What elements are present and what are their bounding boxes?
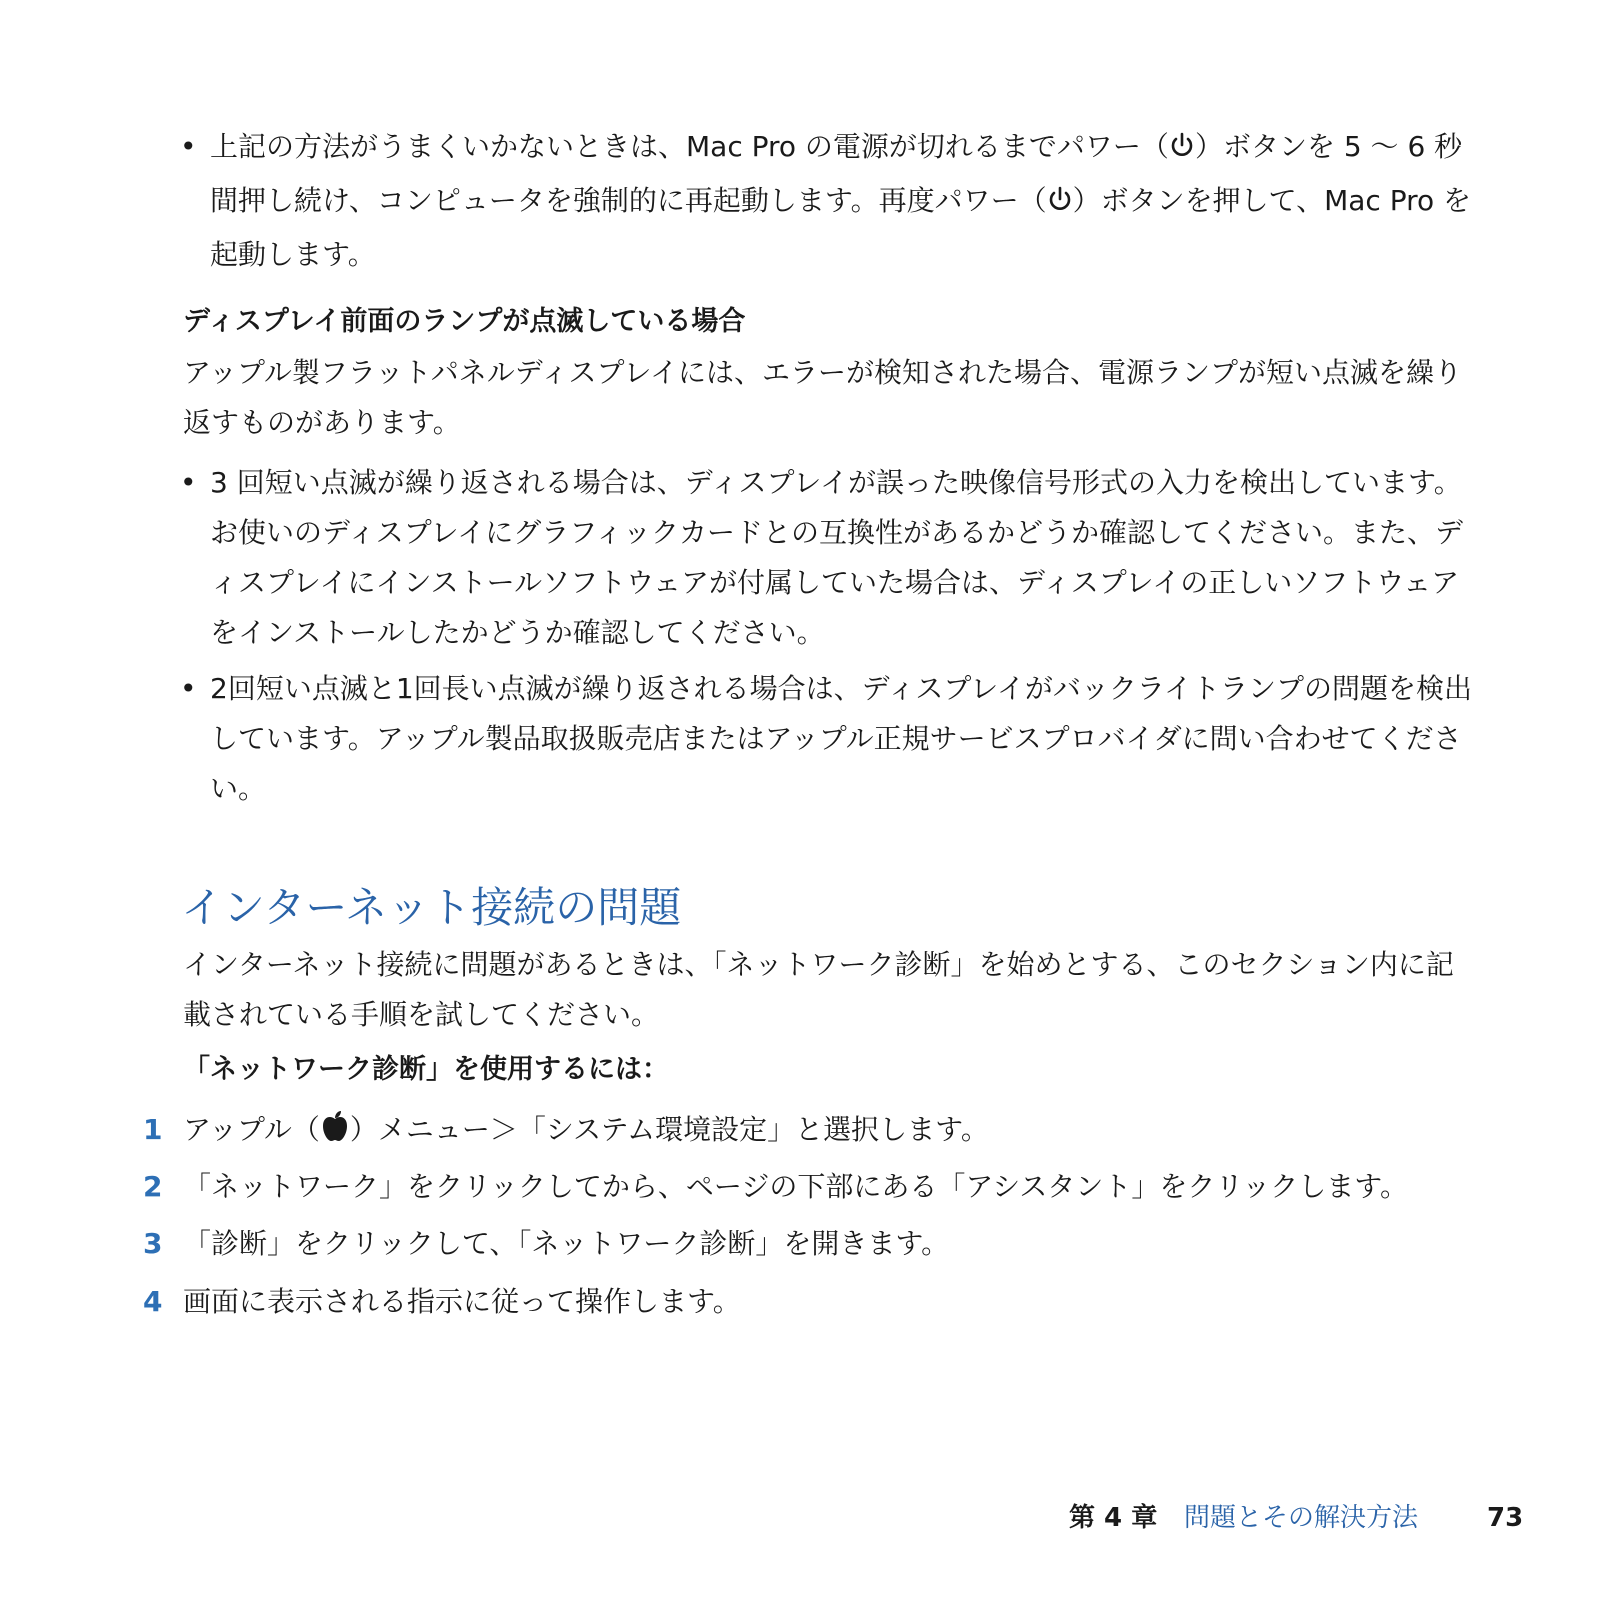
power-icon [1169,126,1195,176]
step-text: 「診断」をクリックして、「ネットワーク診断」を開きます。 [183,1227,950,1260]
bullet-text-part-3: ）ボタンを押して、Mac Pro を起動します。 [210,184,1472,271]
bullet-text: 2回短い点滅と1回長い点滅が繰り返される場合は、ディスプレイがバックライトランプの問題を検出しています。アップル製品取扱販売店またはアップル正規サービスプロバイダに問い合わせてください。 [210,672,1473,805]
footer-chapter: 第 4 章 [1069,1503,1158,1533]
bullet-two-short-one-long [180,664,1473,814]
step-number: 4 [143,1285,163,1318]
bullet-dot: • [180,672,197,705]
network-diagnostics-subhead: 「ネットワーク診断」を使用するには： [183,1054,669,1085]
step-number: 1 [143,1113,163,1146]
section-title-internet: インターネット接続の問題 [181,883,682,932]
apple-logo-icon [320,1109,350,1156]
page-number: 73 [1487,1503,1524,1533]
step-number: 2 [143,1170,163,1203]
bullet-dot: • [180,466,197,499]
bullet-text-part-1: 上記の方法がうまくいかないときは、Mac Pro の電源が切れるまでパワー（ [210,130,1169,163]
step-text [183,1108,989,1156]
step-number: 3 [143,1227,163,1260]
bullet-dot: • [180,130,197,163]
step-text-before: アップル（ [183,1113,320,1146]
power-icon [1047,180,1073,230]
bullet-three-blinks [180,458,1473,658]
internet-intro: インターネット接続に問題があるときは、「ネットワーク診断」を始めとする、このセクション内に記載されている手順を試してください。 [183,948,1454,1031]
display-lamp-heading: ディスプレイ前面のランプが点滅している場合 [183,306,746,337]
display-lamp-intro: アップル製フラットパネルディスプレイには、エラーが検知された場合、電源ランプが短い点滅を繰り返すものがあります。 [183,356,1463,439]
bullet-text: 3 回短い点滅が繰り返される場合は、ディスプレイが誤った映像信号形式の入力を検出しています。お使いのディスプレイにグラフィックカードとの互換性があるかどうか確認してください。また、ディスプレイにインストールソフトウェアが付属していた場合は、ディスプレイの正しいソフトウェアをインストールしたかどうか確認してください。 [210,466,1464,649]
step-text: 画面に表示される指示に従って操作します。 [183,1285,741,1318]
step-text: 「ネットワーク」をクリックしてから、ページの下部にある「アシスタント」をクリックします。 [183,1170,1409,1203]
step-text-after: ）メニュー＞「システム環境設定」と選択します。 [349,1113,989,1146]
bullet-text-part-2: ）ボタンを 5 〜 6 秒間押し続け、コンピュータを強制的に再起動します。再度パワー（ [210,130,1463,217]
bullet-force-restart [180,122,1473,280]
footer-chapter-title: 問題とその解決方法 [1184,1503,1419,1533]
